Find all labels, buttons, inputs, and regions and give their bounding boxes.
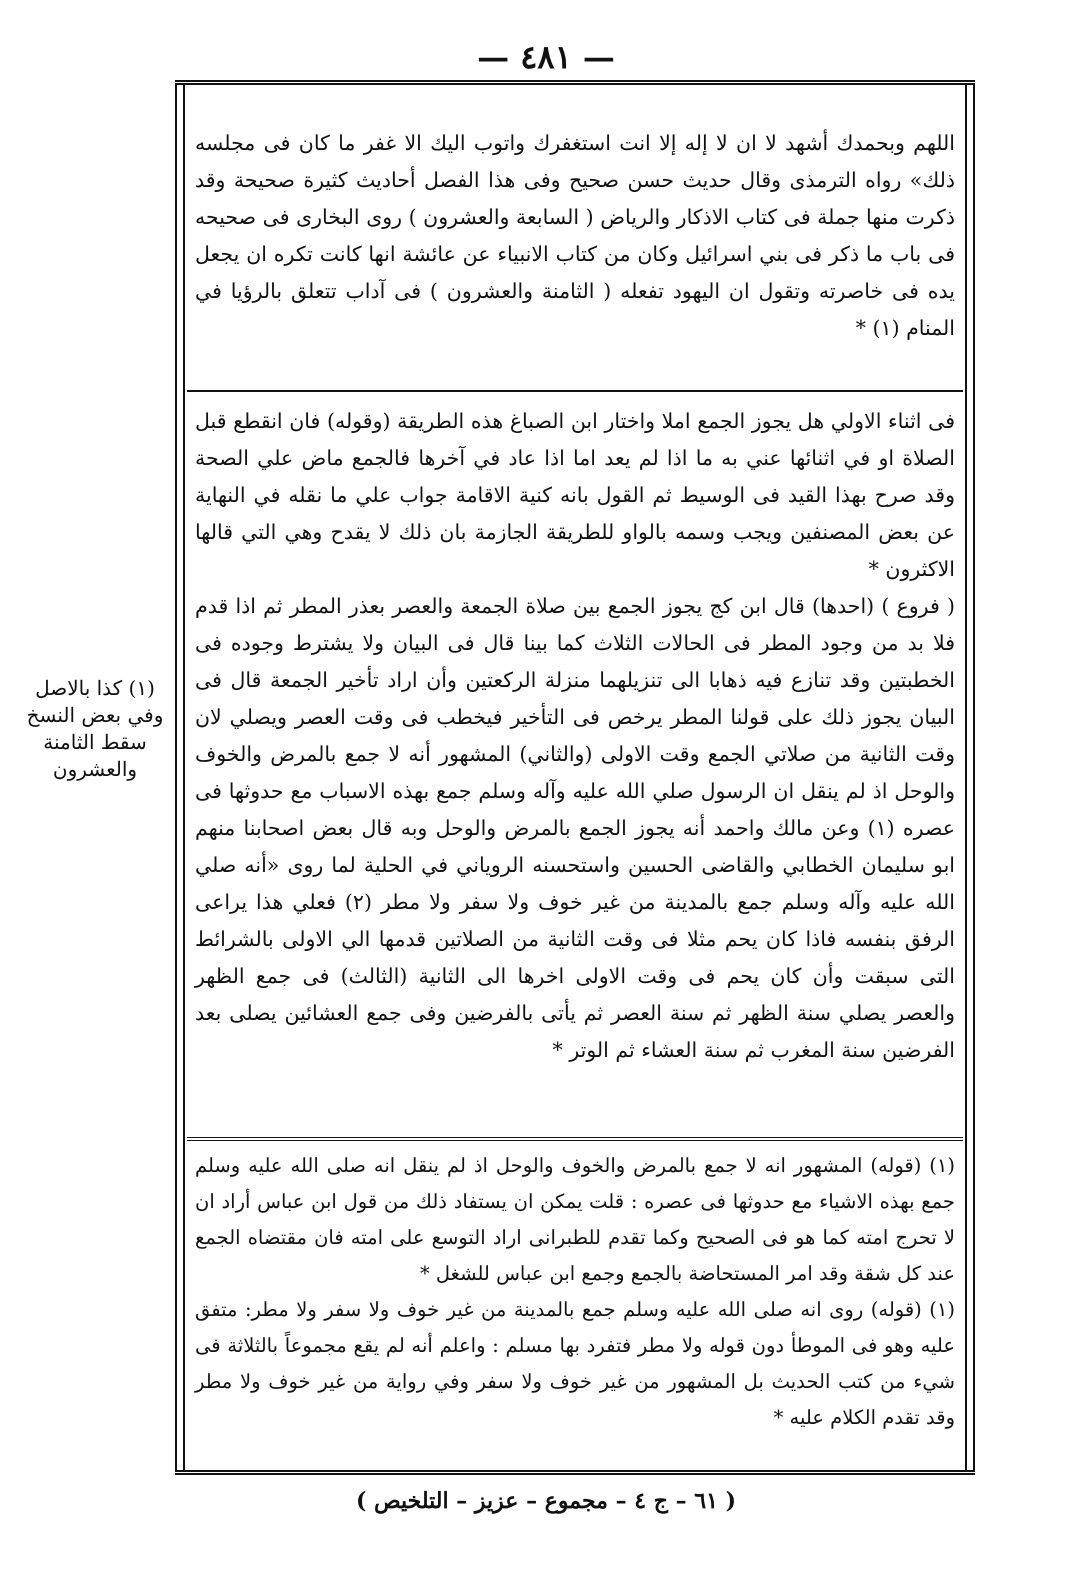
footnote: (١) (قوله) روى انه صلى الله عليه وسلم جمع بالمدينة من غير خوف ولا سفر ولا مطر: متفق عليه وهو فى الموطأ دون قوله ولا مطر فتفرد بها مسلم : واعلم أنه لم يقع مجموعاً بالثلاثة فى شيء من كتب الحديث بل المشهور من غير خوف ولا سفر وفي رواية من غير خوف ولا مطر وقد تقدم الكلام عليه * — [195, 1298, 955, 1429]
page-number: — ٤٨١ — — [477, 38, 615, 76]
page-frame — [175, 80, 975, 1475]
middle-text-section — [195, 403, 955, 1069]
footnote-divider — [187, 1137, 963, 1141]
margin-note — [20, 675, 170, 783]
margin-note-line: سقط الثامنة — [43, 730, 147, 754]
signature-line: ( ٦١ – ج ٤ – مجموع – عزيز – التلخيص ) — [355, 1488, 736, 1514]
upper-text-section — [195, 125, 955, 347]
paragraph: فى اثناء الاولي هل يجوز الجمع املا واختار ابن الصباغ هذه الطريقة (وقوله) فان انقطع قبل الصلاة او في اثنائها عني به ما اذا لم يعد اما اذا عاد في آخرها فالجمع ماض علي الصحة وقد صرح بهذا القيد فى الوسيط ثم القول بانه كنية الاقامة جواب علي ما نقله في النهاية عن بعض المصنفين ويجب وسمه بالواو للطريقة الجازمة بان ذلك لا يقدح وهي التي قالها الاكثرون * — [195, 409, 955, 581]
section-divider — [187, 390, 963, 392]
paragraph: ( فروع ) (احدها) قال ابن كج يجوز الجمع بين صلاة الجمعة والعصر بعذر المطر ثم اذا قدم فلا بد من وجود المطر فى الحالات الثلاث كما بينا قال فى البيان ولا يشترط وجوده فى الخطبتين وقد تنازع فيه ذهابا الى تنزيلهما منزلة الركعتين وأن اراد تأخير الجمعة قال فى البيان يجوز ذلك على قولنا المطر يرخص فى التأخير فيخطب فى وقت العصر ويصلي لان وقت الثانية من صلاتي الجمع وقت الاولى (والثاني) المشهور أنه لا جمع بالمرض والخوف والوحل اذ لم ينقل ان الرسول صلي الله عليه وآله وسلم جمع بهذه الاسباب مع حدوثها فى عصره (١) وعن مالك واحمد أنه يجوز الجمع بالمرض والوحل وبه قال بعض اصحابنا منهم ابو سليمان الخطابي والقاضى الحسين واستحسنه الروياني في الحلية لما روى «أنه صلي الله عليه وآله وسلم جمع بالمدينة من غير خوف ولا سفر ولا مطر (٢) فعلي هذا يراعى الرفق بنفسه فاذا كان يحم مثلا فى وقت الثانية من الصلاتين قدمها الي الاولى بالشرائط التى سبقت وأن كان يحم فى وقت الاولى اخرها الى الثانية (الثالث) فى جمع الظهر والعصر يصلي سنة الظهر ثم سنة العصر ثم يأتى بالفرضين وفى جمع العشائين يصلى بعد الفرضين سنة المغرب ثم سنة العشاء ثم الوتر * — [195, 594, 955, 1062]
margin-note-line: وفي بعض النسخ — [26, 703, 164, 727]
paragraph: اللهم وبحمدك أشهد لا ان لا إله إلا انت استغفرك واتوب اليك الا غفر ما كان فى مجلسه ذلك» رواه الترمذى وقال حديث حسن صحيح وفى هذا الفصل أحاديث كثيرة صحيحة وقد ذكرت منها جملة فى كتاب الاذكار والرياض ( السابعة والعشرون ) روى البخارى فى صحيحه فى باب ما ذكر فى بني اسرائيل وكان من كتاب الانبياء عن عائشة انها كانت تكره ان يجعل يده فى خاصرته وتقول ان اليهود تفعله ( الثامنة والعشرون ) فى آداب تتعلق بالرؤيا في المنام (١) * — [195, 131, 955, 340]
margin-note-line: والعشرون — [52, 757, 138, 781]
footnotes-section — [195, 1148, 955, 1436]
frame-rule-right — [965, 85, 975, 1470]
margin-note-line: (١) كذا بالاصل — [35, 676, 155, 700]
frame-rule-left — [175, 85, 185, 1470]
footnote: (١) (قوله) المشهور انه لا جمع بالمرض والخوف والوحل اذ لم ينقل انه صلى الله عليه وسلم جمع بهذه الاشياء مع حدوثها فى عصره : قلت يمكن ان يستفاد ذلك من قول ابن عباس أراد ان لا تحرج امته كما هو فى الصحيح وكما تقدم للطبرانى اراد التوسع على امته فان مقتضاه الجمع عند كل شقة وقد امر المستحاضة بالجمع وجمع ابن عباس للشغل * — [195, 1154, 955, 1285]
